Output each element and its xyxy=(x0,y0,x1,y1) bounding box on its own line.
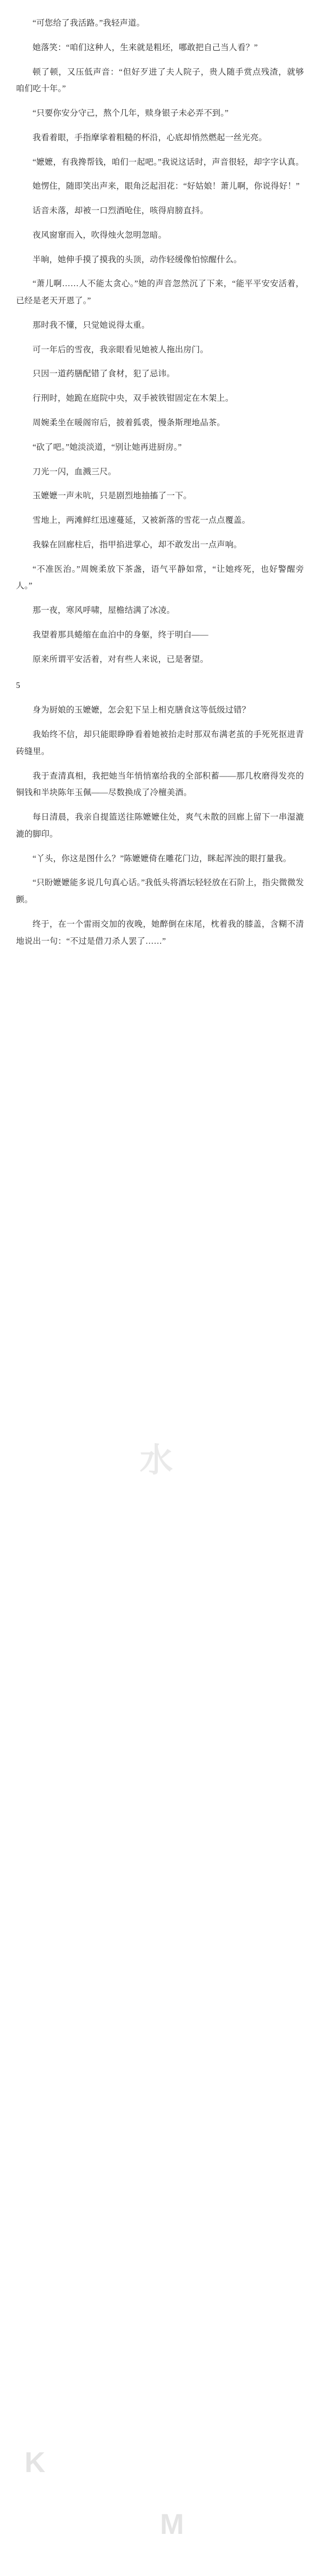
paragraph: “不准医治。”周婉柔放下茶盏，语气平静如常，“让她疼死，也好警醒旁人。” xyxy=(16,564,304,591)
paragraph: 那时我不懂，只觉她说得太重。 xyxy=(33,320,150,330)
paragraph: 我躲在回廊柱后，指甲掐进掌心，却不敢发出一点声响。 xyxy=(33,540,242,549)
paragraph: 周婉柔坐在暖阁帘后，披着狐裘，慢条斯理地品茶。 xyxy=(33,418,226,428)
paragraph: 话音未落，却被一口烈酒呛住，咳得肩膀直抖。 xyxy=(33,206,209,216)
paragraph: “嬷嬷，有我搀帮钱，咱们一起吧。”我说这话时，声音很轻，却字字认真。 xyxy=(33,157,304,167)
paragraph: 原来所谓平安活着，对有些人来说，已是奢望。 xyxy=(33,654,209,664)
paragraph: 身为厨娘的玉嬷嬷，怎会犯下呈上相克膳食这等低级过错？ xyxy=(33,706,251,715)
paragraph: 我望着那具蜷缩在血泊中的身躯，终于明白—— xyxy=(33,630,209,639)
paragraph: 终于，在一个雷雨交加的夜晚，她醉倒在床尾，枕着我的膝盖，含糊不清地说出一句：“不过是借刀杀人罢了……” xyxy=(16,919,304,946)
paragraph: “可您给了我活路。”我轻声道。 xyxy=(33,19,145,28)
paragraph: 顿了顿，又压低声音：“但好歹进了夫人院子，贵人随手赏点残渣，就够咱们吃十年。” xyxy=(16,67,304,94)
paragraph: “砍了吧。”她淡淡道，“别让她再进厨房。” xyxy=(33,442,182,452)
paragraph: 那一夜，寒风呼啸，屋檐结满了冰凌。 xyxy=(33,606,175,615)
section-number: 5 xyxy=(16,681,20,691)
paragraph: 她愣住，随即笑出声来，眼角泛起泪花：“好姑娘！萧儿啊，你说得好！” xyxy=(33,182,300,191)
paragraph: 我看着眼，手指摩挲着粗糙的杯沿，心底却悄然燃起一丝光亮。 xyxy=(33,133,267,142)
watermark-text: M xyxy=(160,2508,189,2540)
paragraph: 她落笑：“咱们这种人，生来就是粗坯，哪敢把自己当人看？” xyxy=(33,43,258,52)
paragraph: “只盼嬷嬷能多说几句真心话。”我低头将酒坛轻轻放在石阶上，指尖微微发颤。 xyxy=(16,878,304,905)
paragraph: 行刑时，她跪在庭院中央，双手被铁钳固定在木架上。 xyxy=(33,394,234,403)
paragraph: 我始终不信，却只能眼睁睁看着她被抬走时那双布满老茧的手死死抠进青砖缝里。 xyxy=(16,730,304,756)
paragraph: “只要你安分守己，熬个几年，赎身银子未必弄不到。” xyxy=(33,109,229,118)
paragraph: 半晌，她伸手摸了摸我的头顶，动作轻缓像怕惊醒什么。 xyxy=(33,255,242,264)
paragraph: 我于查清真相，我把她当年悄悄塞给我的全部积蓄——那几枚磨得发亮的铜钱和半块陈年玉佩——尽数换成了冷檀美酒。 xyxy=(16,771,304,798)
bottom-fade xyxy=(16,2541,304,2562)
paragraph: “萧儿啊……人不能太贪心。”她的声音忽然沉了下来，“能平平安安活着，已经是老天开恩了。” xyxy=(16,279,304,306)
watermark-text: 水 xyxy=(140,1442,179,1479)
paragraph: “丫头，你这是图什么？”陈嬷嬷倚在雕花门边，眯起浑浊的眼打量我。 xyxy=(33,854,292,863)
paragraph: 每日清晨，我亲自提篮送往陈嬷嬷住处，爽气未散的回廊上留下一串湿漉漉的脚印。 xyxy=(16,813,304,839)
article-body xyxy=(16,15,304,950)
paragraph: 玉嬷嬷一声未吭，只是剧烈地抽搐了一下。 xyxy=(33,491,192,501)
paragraph: 雪地上，两滩鲜红迅速蔓延，又被新落的雪花一点点覆盖。 xyxy=(33,516,251,525)
paragraph: 可一年后的雪夜，我亲眼看见她被人拖出房门。 xyxy=(33,345,209,354)
paragraph: 只因一道药膳配错了食材，犯了忌讳。 xyxy=(33,369,175,379)
watermark-text: K xyxy=(25,2447,51,2478)
paragraph: 刀光一闪，血溅三尺。 xyxy=(33,467,117,476)
paragraph: 夜风窗窜而入，吹得烛火忽明忽暗。 xyxy=(33,230,167,240)
